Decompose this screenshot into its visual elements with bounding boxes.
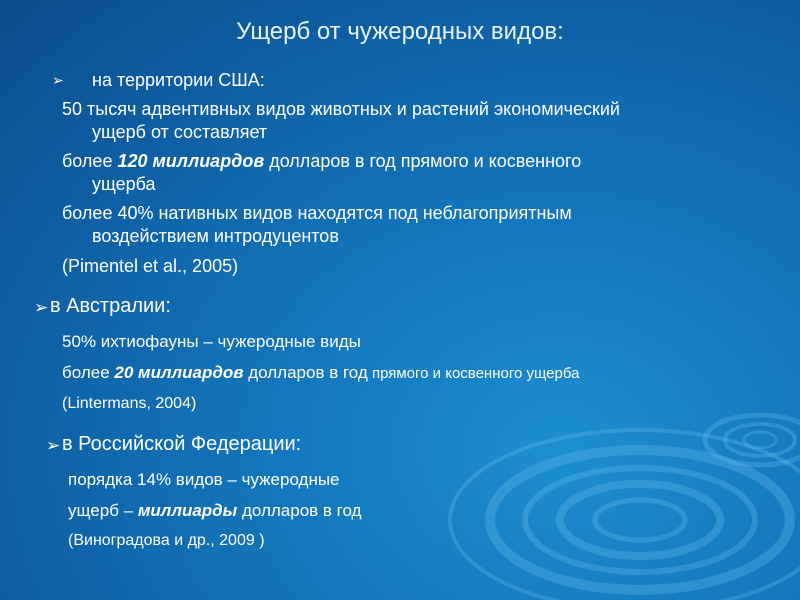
usa-line1b: ущерб от составляет — [92, 122, 268, 142]
slide-title: Ущерб от чужеродных видов: — [236, 18, 564, 45]
russia-line2: ущерб – миллиарды долларов в год — [68, 501, 362, 520]
australia-line2: более 20 миллиардов долларов в год прямого и косвенного ущерба — [62, 363, 580, 382]
bullet-arrow-icon: ➢ — [46, 436, 61, 455]
bullet-arrow-icon: ➢ — [52, 72, 64, 88]
usa-line2b: ущерба — [92, 174, 156, 194]
usa-line3a: более 40% нативных видов находятся под неблагоприятным — [62, 203, 572, 223]
australia-heading: в Австралии: — [50, 295, 171, 317]
usa-citation: (Pimentel et al., 2005) — [62, 256, 239, 276]
australia-line1: 50% ихтиофауны – чужеродные виды — [62, 332, 361, 351]
russia-citation: (Виноградова и др., 2009 ) — [68, 532, 265, 549]
russia-heading: в Российской Федерации: — [62, 433, 302, 455]
australia-amount-emphasis: 20 миллиардов — [114, 363, 244, 382]
usa-line1a: 50 тысяч адвентивных видов животных и растений экономический — [62, 99, 620, 119]
russia-line1: порядка 14% видов – чужеродные — [68, 470, 340, 489]
usa-line2: более 120 миллиардов долларов в год прямого и косвенного — [62, 151, 582, 171]
usa-amount-emphasis: 120 миллиардов — [117, 151, 265, 171]
russia-amount-emphasis: миллиарды — [137, 501, 238, 520]
australia-citation: (Lintermans, 2004) — [62, 395, 197, 412]
usa-heading: на территории США: — [92, 70, 265, 90]
bullet-arrow-icon: ➢ — [34, 298, 49, 317]
usa-line3b: воздействием интродуцентов — [92, 226, 339, 246]
